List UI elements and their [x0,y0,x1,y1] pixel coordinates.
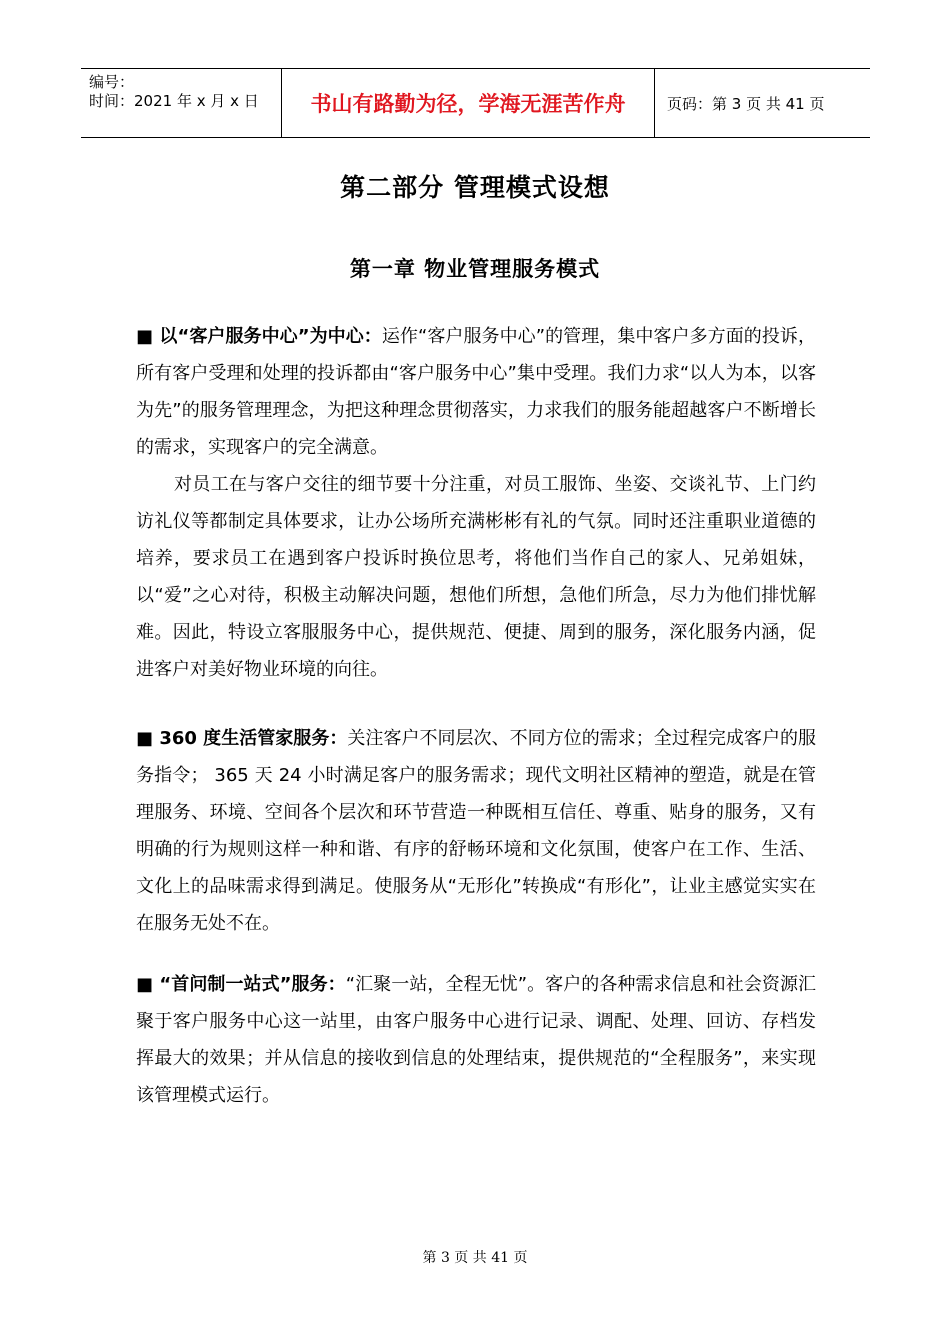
code-label: 编号： [89,73,135,91]
page-footer: 第 3 页 共 41 页 [422,1250,528,1266]
section-text: 运作“客户服务中心”的管理，集中客户多方面的投诉，所有客户受理和处理的投诉都由“客户服务中心”集中受理。我们力求“以人为本，以客为先”的服务管理理念，为把这种理念贯彻落实，力求我们的服务能超越客户不断增长的需求，实现客户的完全满意。 [136,326,816,458]
section-text: 关注客户不同层次、不同方位的需求；全过程完成客户的服务指令； 365 天 24 小时满足客户的服务需求；现代文明社区精神的塑造，就是在管理服务、环境、空间各个层次和环节营造一种既相互信任、尊重、贴身的服务，又有明确的行为规则这样一种和谐、有序的舒畅环境和文化氛围，使客户在工作、生活、文化上的品味需求得到满足。使服务从“无形化”转换成“有形化”，让业主感觉实实在在服务无处不在。 [136,728,816,934]
section-360-butler-service [136,720,816,942]
section-customer-service-center [136,318,816,466]
part-title: 第二部分 管理模式设想 [340,173,610,202]
header-motto: 书山有路勤为径，学海无涯苦作舟 [310,92,626,116]
chapter-title: 第一章 物业管理服务模式 [349,257,601,281]
section-text: “汇聚一站，全程无忧”。客户的各种需求信息和社会资源汇聚于客户服务中心这一站里，由客户服务中心进行记录、调配、处理、回访、存档发挥最大的效果；并从信息的接收到信息的处理结束，提供规范的“全程服务”，来实现该管理模式运行。 [136,974,817,1106]
header-page-info: 页码：第 3 页 共 41 页 [667,94,825,113]
page-header [81,68,870,138]
section-one-stop-service [136,966,816,1114]
time-label: 时间：2021 年 x 月 x 日 [89,92,259,110]
section-lead: ■ “首问制一站式”服务： [136,974,346,995]
paragraph-staff-etiquette: 对员工在与客户交往的细节要十分注重，对员工服饰、坐姿、交谈礼节、上门约访礼仪等都制定具体要求，让办公场所充满彬彬有礼的气氛。同时还注重职业道德的培养，要求员工在遇到客户投诉时换位思考，将他们当作自己的家人、兄弟姐妹，以“爱”之心对待，积极主动解决问题，想他们所想，急他们所急，尽力为他们排忧解难。因此，特设立客服服务中心，提供规范、便捷、周到的服务，深化服务内涵，促进客户对美好物业环境的向往。 [136,474,816,680]
section-lead: ■ 360 度生活管家服务： [136,728,348,749]
section-lead: ■ 以“客户服务中心”为中心： [136,326,382,347]
header-meta [89,73,259,111]
